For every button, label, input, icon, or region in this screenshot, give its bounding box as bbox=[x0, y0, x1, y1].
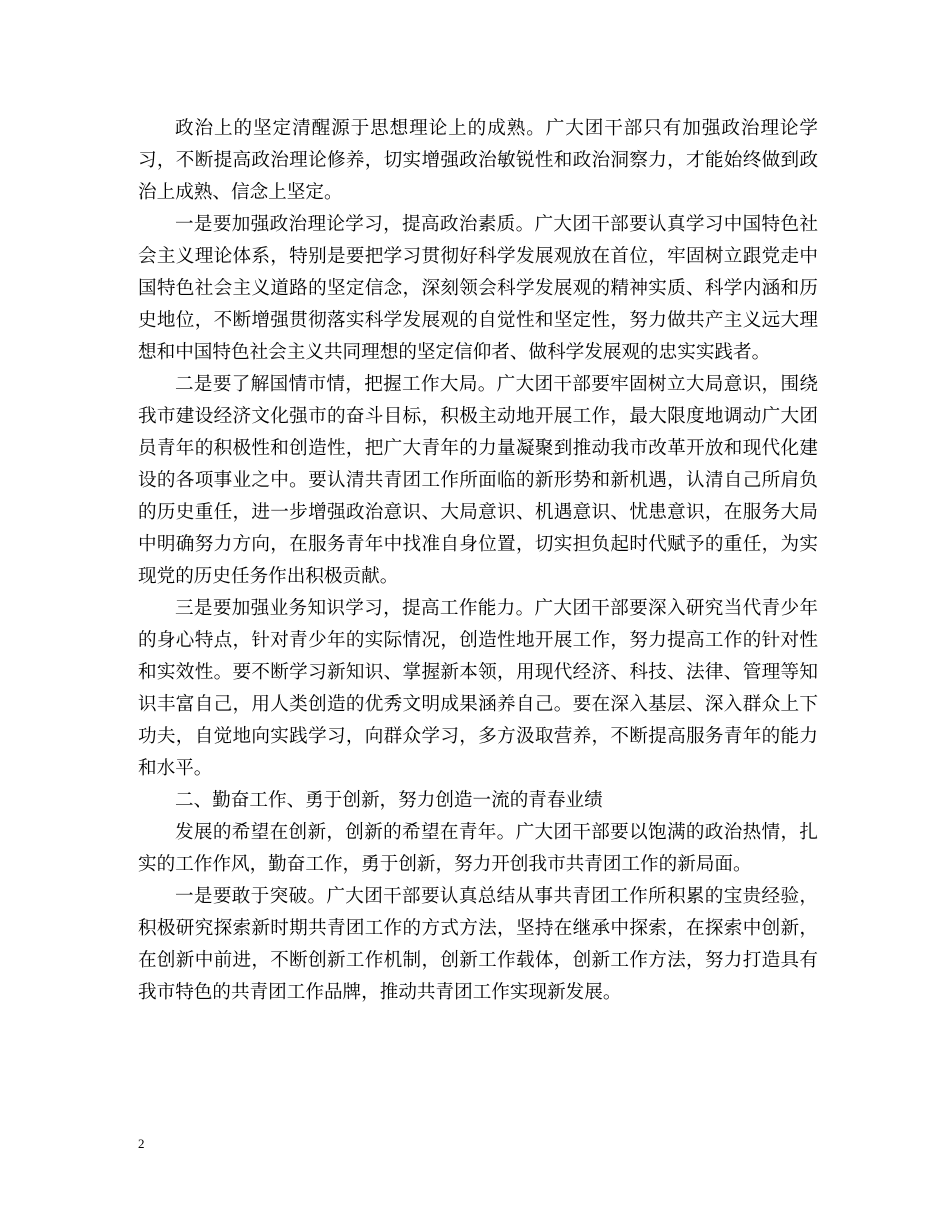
paragraph-6: 一是要敢于突破。广大团干部要认真总结从事共青团工作所积累的宝贵经验，积极研究探索新时期共青团工作的方式方法，坚持在继承中探索，在探索中创新，在创新中前进，不断创新工作机制，创新工作载体，创新工作方法，努力打造具有我市特色的共青团工作品牌，推动共青团工作实现新发展。 bbox=[138, 886, 818, 1003]
paragraph-5: 发展的希望在创新，创新的希望在青年。广大团干部要以饱满的政治热情，扎实的工作作风，勤奋工作，勇于创新，努力开创我市共青团工作的新局面。 bbox=[138, 822, 818, 875]
paragraph-3: 二是要了解国情市情，把握工作大局。广大团干部要牢固树立大局意识，围绕我市建设经济文化强市的奋斗目标，积极主动地开展工作，最大限度地调动广大团员青年的积极性和创造性，把广大青年的力量凝聚到推动我市改革开放和现代化建设的各项事业之中。要认清共青团工作所面临的新形势和新机遇，认清自己所肩负的历史重任，进一步增强政治意识、大局意识、机遇意识、忧患意识，在服务大局中明确努力方向，在服务青年中找准自身位置，切实担负起时代赋予的重任，为实现党的历史任务作出积极贡献。 bbox=[138, 374, 818, 587]
page-number: 2 bbox=[138, 1136, 145, 1151]
paragraph-1: 政治上的坚定清醒源于思想理论上的成熟。广大团干部只有加强政治理论学习，不断提高政治理论修养，切实增强政治敏锐性和政治洞察力，才能始终做到政治上成熟、信念上坚定。 bbox=[138, 118, 818, 203]
paragraph-2: 一是要加强政治理论学习，提高政治素质。广大团干部要认真学习中国特色社会主义理论体系，特别是要把学习贯彻好科学发展观放在首位，牢固树立跟党走中国特色社会主义道路的坚定信念，深刻领会科学发展观的精神实质、科学内涵和历史地位，不断增强贯彻落实科学发展观的自觉性和坚定性，努力做共产主义远大理想和中国特色社会主义共同理想的坚定信仰者、做科学发展观的忠实实践者。 bbox=[138, 214, 818, 363]
section-heading: 二、勤奋工作、勇于创新，努力创造一流的青春业绩 bbox=[175, 790, 603, 811]
document-body bbox=[138, 113, 818, 1009]
paragraph-4: 三是要加强业务知识学习，提高工作能力。广大团干部要深入研究当代青少年的身心特点，针对青少年的实际情况，创造性地开展工作，努力提高工作的针对性和实效性。要不断学习新知识、掌握新本领，用现代经济、科技、法律、管理等知识丰富自己，用人类创造的优秀文明成果涵养自己。要在深入基层、深入群众上下功夫，自觉地向实践学习，向群众学习，多方汲取营养，不断提高服务青年的能力和水平。 bbox=[138, 598, 818, 779]
